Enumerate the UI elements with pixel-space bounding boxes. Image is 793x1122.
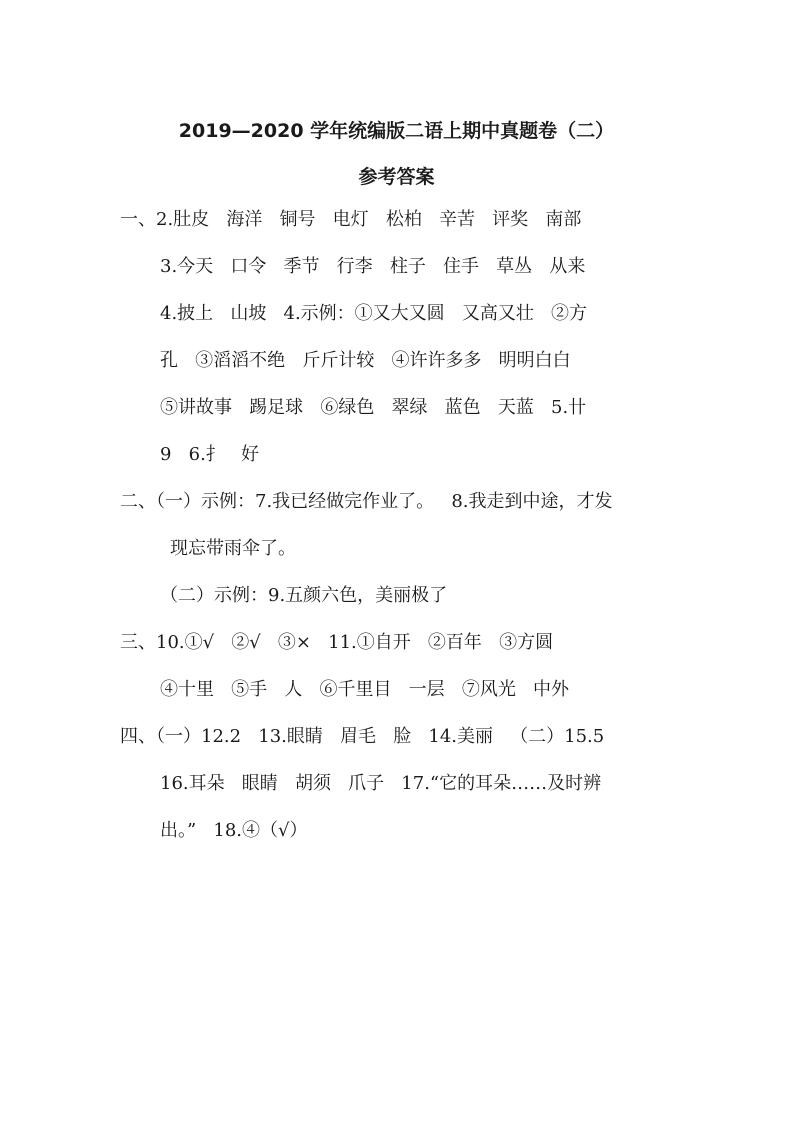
answer-line: 孔 ③滔滔不绝 斤斤计较 ④许许多多 明明白白 (160, 350, 571, 371)
answer-line: ④十里 ⑤手 人 ⑥千里目 一层 ⑦风光 中外 (160, 679, 569, 700)
answer-line: 9 6.扌 好 (160, 444, 259, 465)
answer-line: 四、（一）12.2 13.眼睛 眉毛 脸 14.美丽 （二）15.5 (120, 726, 605, 747)
answer-line: 二、（一）示例：7.我已经做完作业了。 8.我走到中途，才发 (120, 491, 613, 512)
document-subtitle: 参考答案 (358, 166, 435, 188)
answer-line: 一、2.肚皮 海洋 铜号 电灯 松柏 辛苦 评奖 南部 (120, 209, 582, 230)
answer-line: 三、10.①√ ②√ ③× 11.①自开 ②百年 ③方圆 (120, 632, 554, 653)
answer-line: 16.耳朵 眼睛 胡须 爪子 17.“它的耳朵……及时辨 (160, 773, 602, 794)
answer-line: 3.今天 口令 季节 行李 柱子 住手 草丛 从来 (160, 256, 586, 277)
answer-line: ⑤讲故事 踢足球 ⑥绿色 翠绿 蓝色 天蓝 5.卄 (160, 397, 587, 418)
document-title: 2019—2020 学年统编版二语上期中真题卷（二） (178, 120, 615, 142)
answer-line: 4.披上 山坡 4.示例：①又大又圆 又高又壮 ②方 (160, 303, 588, 324)
answer-line: 现忘带雨伞了。 (170, 538, 296, 559)
answer-line: 出。” 18.④（√） (160, 820, 308, 841)
answer-line: （二）示例：9.五颜六色，美丽极了 (160, 585, 448, 606)
